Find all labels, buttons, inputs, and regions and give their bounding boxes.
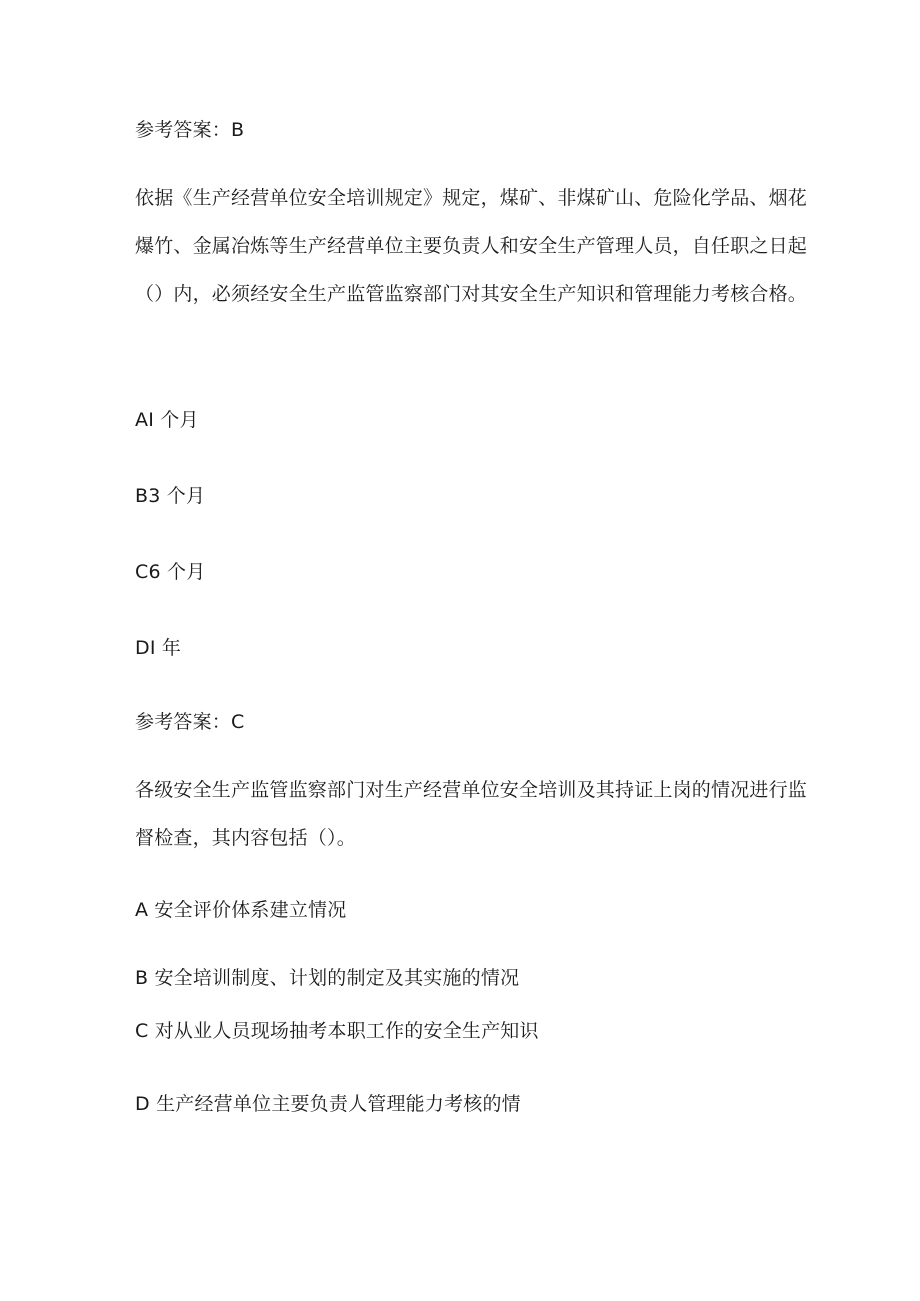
option-2-d: D 生产经营单位主要负责人管理能力考核的情 — [135, 1093, 521, 1115]
option-1-a: AI 个月 — [135, 409, 199, 431]
question-1-text: 依据《生产经营单位安全培训规定》规定，煤矿、非煤矿山、危险化学品、烟花爆竹、金属冶炼等生产经营单位主要负责人和安全生产管理人员，自任职之日起（）内，必须经安全生产监管监察部门对其安全生产知识和管理能力考核合格。 — [135, 187, 808, 305]
reference-answer-2: 参考答案：C — [135, 711, 245, 733]
option-2-b: B 安全培训制度、计划的制定及其实施的情况 — [135, 967, 520, 989]
option-2-c: C 对从业人员现场抽考本职工作的安全生产知识 — [135, 1020, 539, 1042]
reference-answer-1: 参考答案：B — [135, 119, 245, 141]
question-2-text: 各级安全生产监管监察部门对生产经营单位安全培训及其持证上岗的情况进行监督检查，其内容包括（）。 — [135, 779, 808, 849]
option-1-d: DI 年 — [135, 637, 182, 659]
option-2-a: A 安全评价体系建立情况 — [135, 899, 347, 921]
option-1-b: B3 个月 — [135, 485, 206, 507]
option-1-c: C6 个月 — [135, 561, 206, 583]
